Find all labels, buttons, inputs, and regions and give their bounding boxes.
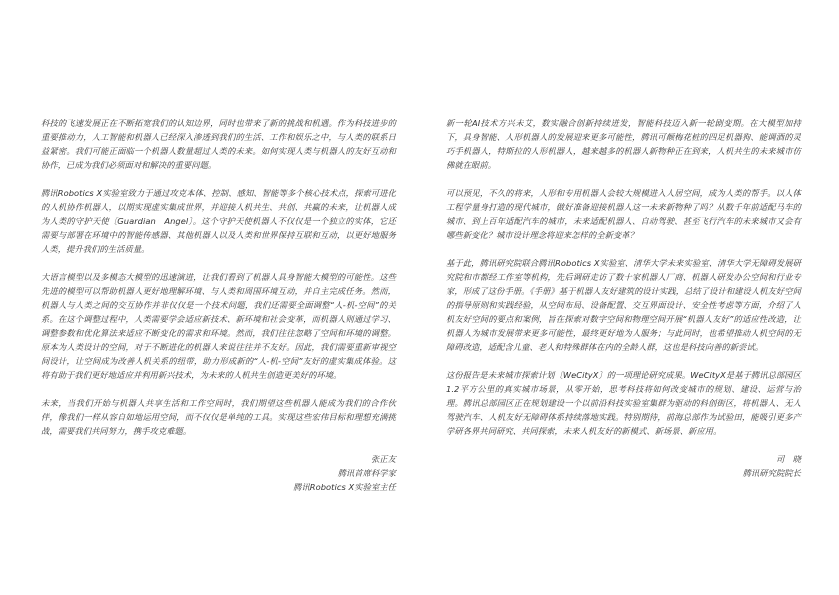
left-paragraph-3: 大语言模型以及多模态大模型的迅速演进，让我们看到了机器人具身智能大模型的可能性。这些先进的模型可以帮助机器人更好地理解环境、与人类和周围环境互动，并自主完成任务。然而，机器人与人类之间的交互协作并非仅仅是一个技术问题，我们还需要全面调整“人-机-空间”的关系。在这个调整过程中，人类需要学会适应新技术、新环境和社会变革，而机器人则通过学习、调整参数和优化算法来适应不断变化的需求和环境。然而，我们往往忽略了空间和环境的调整。原本为人类设计的空间，对于不断进化的机器人来说往往并不友好。因此，我们需要重新审视空间设计，让空间成为改善人机关系的纽带，助力形成新的“人-机-空间”友好的虚实集成体验。这将有助于我们更好地适应并利用新兴技术，为未来的人机共生创造更美好的环境。 (41, 272, 396, 380)
left-signature-title-2: 腾讯Robotics X实验室主任 (293, 482, 396, 492)
left-signature-title-1: 腾讯首席科学家 (337, 468, 396, 478)
left-signature (41, 452, 396, 494)
left-paragraph-4: 未来，当我们开始与机器人共享生活和工作空间时，我们期望这些机器人能成为我们的合作伙伴，像我们一样从容自如地运用空间，而不仅仅是单纯的工具。实现这些宏伟目标和理想充满挑战，需要我们共同努力，携手攻克难题。 (41, 398, 396, 436)
left-signature-name: 张正友 (370, 454, 396, 464)
left-paragraph-2: 腾讯Robotics X实验室致力于通过攻克本体、控制、感知、智能等多个核心技术点，探索可进化的人机协作机器人，以期实现虚实集成世界，并迎接人机共生、共创、共赢的未来，让机器人成为人类的守护天使〔Guardian Angel〕。这个守护天使机器人不仅仅是一个独立的实体，它还需要与部署在环境中的智能传感器、其他机器人以及人类和世界保持互联和互动，以更好地服务人类，提升我们的生活质量。 (41, 188, 396, 254)
left-column (41, 116, 396, 494)
right-signature-title-1: 腾讯研究院院长 (742, 468, 801, 478)
right-paragraph-3: 基于此，腾讯研究院联合腾讯Robotics X实验室、清华大学未来实验室、清华大学无障碍发展研究院和市都经工作室等机构，先后调研走访了数十家机器人厂商、机器人研发办公空间和行业专家，形成了这份手册。《手册》基于机器人友好建筑的设计实践，总结了设计和建设人机友好空间的指导原则和实践经验，从空间布局、设备配置、交互界面设计、安全性考虑等方面，介绍了人机友好空间的要点和案例，旨在探索对数字空间和物理空间开展“机器人友好”的适应性改造，让机器人为城市发展带来更多可能性，最终更好地为人服务；与此同时，也希望推动人机空间的无障碍改造，适配含儿童、老人和特殊群体在内的全龄人群，这也是科技向善的新尝试。 (446, 258, 801, 352)
right-paragraph-4: 这份报告是未来城市探索计划〔WeCityX〕的一项理论研究成果。WeCityX是基于腾讯总部园区1.2平方公里的真实城市场景，从零开始，思考科技将如何改变城市的规划、建设、运营与治理。腾讯总部园区正在规划建设一个以前沿科技实验室集群为驱动的科创街区，将机器人、无人驾驶汽车、人机友好无障碍体系持续落地实践。特别期待，前海总部作为试验田，能吸引更多产学研各界共同研究、共同探索，未来人机友好的新模式、新场景、新应用。 (446, 370, 802, 436)
right-paragraph-1: 新一轮AI技术方兴未艾，数实融合创新持续迸发，智能科技迈入新一轮剧变期。在大模型加持下，具身智能、人形机器人的发展迎来更多可能性，腾讯可颠梅花桩的四足机器狗、能调酒的灵巧手机器人，特斯拉的人形机器人，越来越多的机器人新物种正在到来，人机共生的未来城市仿佛就在眼前。 (446, 118, 801, 170)
right-signature-name: 司 晓 (775, 454, 801, 464)
right-paragraph-2: 可以预见，不久的将来，人形和专用机器人会较大规模进入人居空间，成为人类的帮手。以人体工程学量身打造的现代城市，做好准备迎接机器人这一未来新物种了吗？从数千年前适配马车的城市、到上百年适配汽车的城市，未来适配机器人、自动驾驶、甚至飞行汽车的未来城市又会有哪些新变化？城市设计理念将迎来怎样的全新变革？ (446, 188, 801, 240)
left-paragraph-1: 科技的飞速发展正在不断拓宽我们的认知边界，同时也带来了新的挑战和机遇。作为科技进步的重要推动力，人工智能和机器人已经深入渗透到我们的生活、工作和娱乐之中，与人类的联系日益紧密。我们可能正面临一个机器人数量超过人类的未来。如何实现人类与机器人的友好互动和协作，已成为我们必须面对和解决的重要问题。 (41, 118, 396, 170)
right-signature (446, 452, 801, 480)
right-column (446, 116, 801, 480)
